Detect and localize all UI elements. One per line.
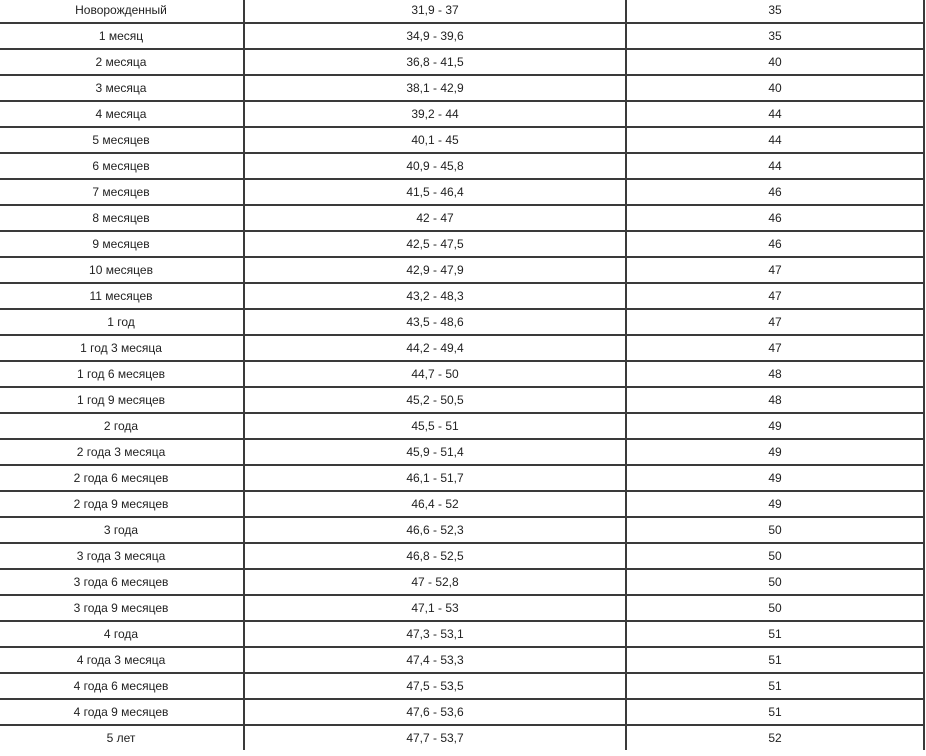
- range-cell: 46,4 - 52: [244, 491, 626, 517]
- age-cell: 3 года 6 месяцев: [0, 569, 244, 595]
- value-cell: 47: [626, 257, 924, 283]
- value-cell: 49: [626, 413, 924, 439]
- value-cell: 40: [626, 49, 924, 75]
- range-cell: 46,6 - 52,3: [244, 517, 626, 543]
- range-cell: 40,9 - 45,8: [244, 153, 626, 179]
- table-row: [0, 127, 924, 153]
- table-row: [0, 23, 924, 49]
- age-cell: 10 месяцев: [0, 257, 244, 283]
- value-cell: 35: [626, 23, 924, 49]
- range-cell: 34,9 - 39,6: [244, 23, 626, 49]
- value-cell: 47: [626, 283, 924, 309]
- range-cell: 44,2 - 49,4: [244, 335, 626, 361]
- range-cell: 39,2 - 44: [244, 101, 626, 127]
- value-cell: 52: [626, 725, 924, 750]
- age-cell: 1 год 6 месяцев: [0, 361, 244, 387]
- range-cell: 47,1 - 53: [244, 595, 626, 621]
- table-row: [0, 205, 924, 231]
- table-row: [0, 725, 924, 750]
- range-cell: 46,8 - 52,5: [244, 543, 626, 569]
- value-cell: 48: [626, 361, 924, 387]
- table-row: [0, 231, 924, 257]
- age-cell: 4 года 6 месяцев: [0, 673, 244, 699]
- table-row: [0, 491, 924, 517]
- age-cell: 5 лет: [0, 725, 244, 750]
- value-cell: 46: [626, 231, 924, 257]
- value-cell: 35: [626, 0, 924, 23]
- range-cell: 47,7 - 53,7: [244, 725, 626, 750]
- table-row: [0, 361, 924, 387]
- range-cell: 31,9 - 37: [244, 0, 626, 23]
- age-cell: 1 год: [0, 309, 244, 335]
- value-cell: 48: [626, 387, 924, 413]
- value-cell: 50: [626, 595, 924, 621]
- table-row: [0, 439, 924, 465]
- table-row: [0, 49, 924, 75]
- range-cell: 38,1 - 42,9: [244, 75, 626, 101]
- range-cell: 45,9 - 51,4: [244, 439, 626, 465]
- value-cell: 49: [626, 465, 924, 491]
- range-cell: 46,1 - 51,7: [244, 465, 626, 491]
- range-cell: 43,5 - 48,6: [244, 309, 626, 335]
- age-cell: 11 месяцев: [0, 283, 244, 309]
- age-cell: 2 года 6 месяцев: [0, 465, 244, 491]
- range-cell: 47,3 - 53,1: [244, 621, 626, 647]
- age-cell: 6 месяцев: [0, 153, 244, 179]
- table-row: [0, 309, 924, 335]
- age-cell: 1 год 3 месяца: [0, 335, 244, 361]
- age-cell: 5 месяцев: [0, 127, 244, 153]
- range-cell: 47,6 - 53,6: [244, 699, 626, 725]
- age-cell: 1 месяц: [0, 23, 244, 49]
- age-cell: 4 года: [0, 621, 244, 647]
- value-cell: 46: [626, 179, 924, 205]
- value-cell: 47: [626, 309, 924, 335]
- value-cell: 50: [626, 543, 924, 569]
- age-cell: Новорожденный: [0, 0, 244, 23]
- age-cell: 3 месяца: [0, 75, 244, 101]
- value-cell: 49: [626, 439, 924, 465]
- value-cell: 50: [626, 517, 924, 543]
- range-cell: 40,1 - 45: [244, 127, 626, 153]
- table-row: [0, 465, 924, 491]
- range-cell: 42,9 - 47,9: [244, 257, 626, 283]
- value-cell: 47: [626, 335, 924, 361]
- table-row: [0, 153, 924, 179]
- table-row: [0, 283, 924, 309]
- value-cell: 51: [626, 621, 924, 647]
- table-row: [0, 413, 924, 439]
- value-cell: 46: [626, 205, 924, 231]
- table-row: [0, 335, 924, 361]
- age-cell: 9 месяцев: [0, 231, 244, 257]
- value-cell: 50: [626, 569, 924, 595]
- value-cell: 40: [626, 75, 924, 101]
- age-cell: 2 года 9 месяцев: [0, 491, 244, 517]
- age-cell: 2 месяца: [0, 49, 244, 75]
- age-cell: 4 года 9 месяцев: [0, 699, 244, 725]
- value-cell: 51: [626, 647, 924, 673]
- table-row: [0, 75, 924, 101]
- age-cell: 2 года: [0, 413, 244, 439]
- table-row: [0, 569, 924, 595]
- range-cell: 44,7 - 50: [244, 361, 626, 387]
- age-cell: 1 год 9 месяцев: [0, 387, 244, 413]
- table-row: [0, 621, 924, 647]
- age-cell: 3 года: [0, 517, 244, 543]
- range-cell: 45,5 - 51: [244, 413, 626, 439]
- table-row: [0, 257, 924, 283]
- value-cell: 51: [626, 673, 924, 699]
- age-cell: 3 года 3 месяца: [0, 543, 244, 569]
- age-cell: 4 месяца: [0, 101, 244, 127]
- table-row: [0, 387, 924, 413]
- table-row: [0, 647, 924, 673]
- value-cell: 44: [626, 127, 924, 153]
- age-cell: 3 года 9 месяцев: [0, 595, 244, 621]
- range-cell: 45,2 - 50,5: [244, 387, 626, 413]
- range-cell: 47,4 - 53,3: [244, 647, 626, 673]
- range-cell: 36,8 - 41,5: [244, 49, 626, 75]
- table-row: [0, 543, 924, 569]
- value-cell: 44: [626, 101, 924, 127]
- table-row: [0, 0, 924, 23]
- range-cell: 42,5 - 47,5: [244, 231, 626, 257]
- age-cell: 2 года 3 месяца: [0, 439, 244, 465]
- table-row: [0, 517, 924, 543]
- range-cell: 41,5 - 46,4: [244, 179, 626, 205]
- age-cell: 7 месяцев: [0, 179, 244, 205]
- value-cell: 49: [626, 491, 924, 517]
- table-row: [0, 101, 924, 127]
- table-row: [0, 179, 924, 205]
- age-cell: 8 месяцев: [0, 205, 244, 231]
- range-cell: 47 - 52,8: [244, 569, 626, 595]
- range-cell: 47,5 - 53,5: [244, 673, 626, 699]
- table-row: [0, 673, 924, 699]
- value-cell: 51: [626, 699, 924, 725]
- range-cell: 43,2 - 48,3: [244, 283, 626, 309]
- age-cell: 4 года 3 месяца: [0, 647, 244, 673]
- table-row: [0, 699, 924, 725]
- value-cell: 44: [626, 153, 924, 179]
- table-row: [0, 595, 924, 621]
- range-cell: 42 - 47: [244, 205, 626, 231]
